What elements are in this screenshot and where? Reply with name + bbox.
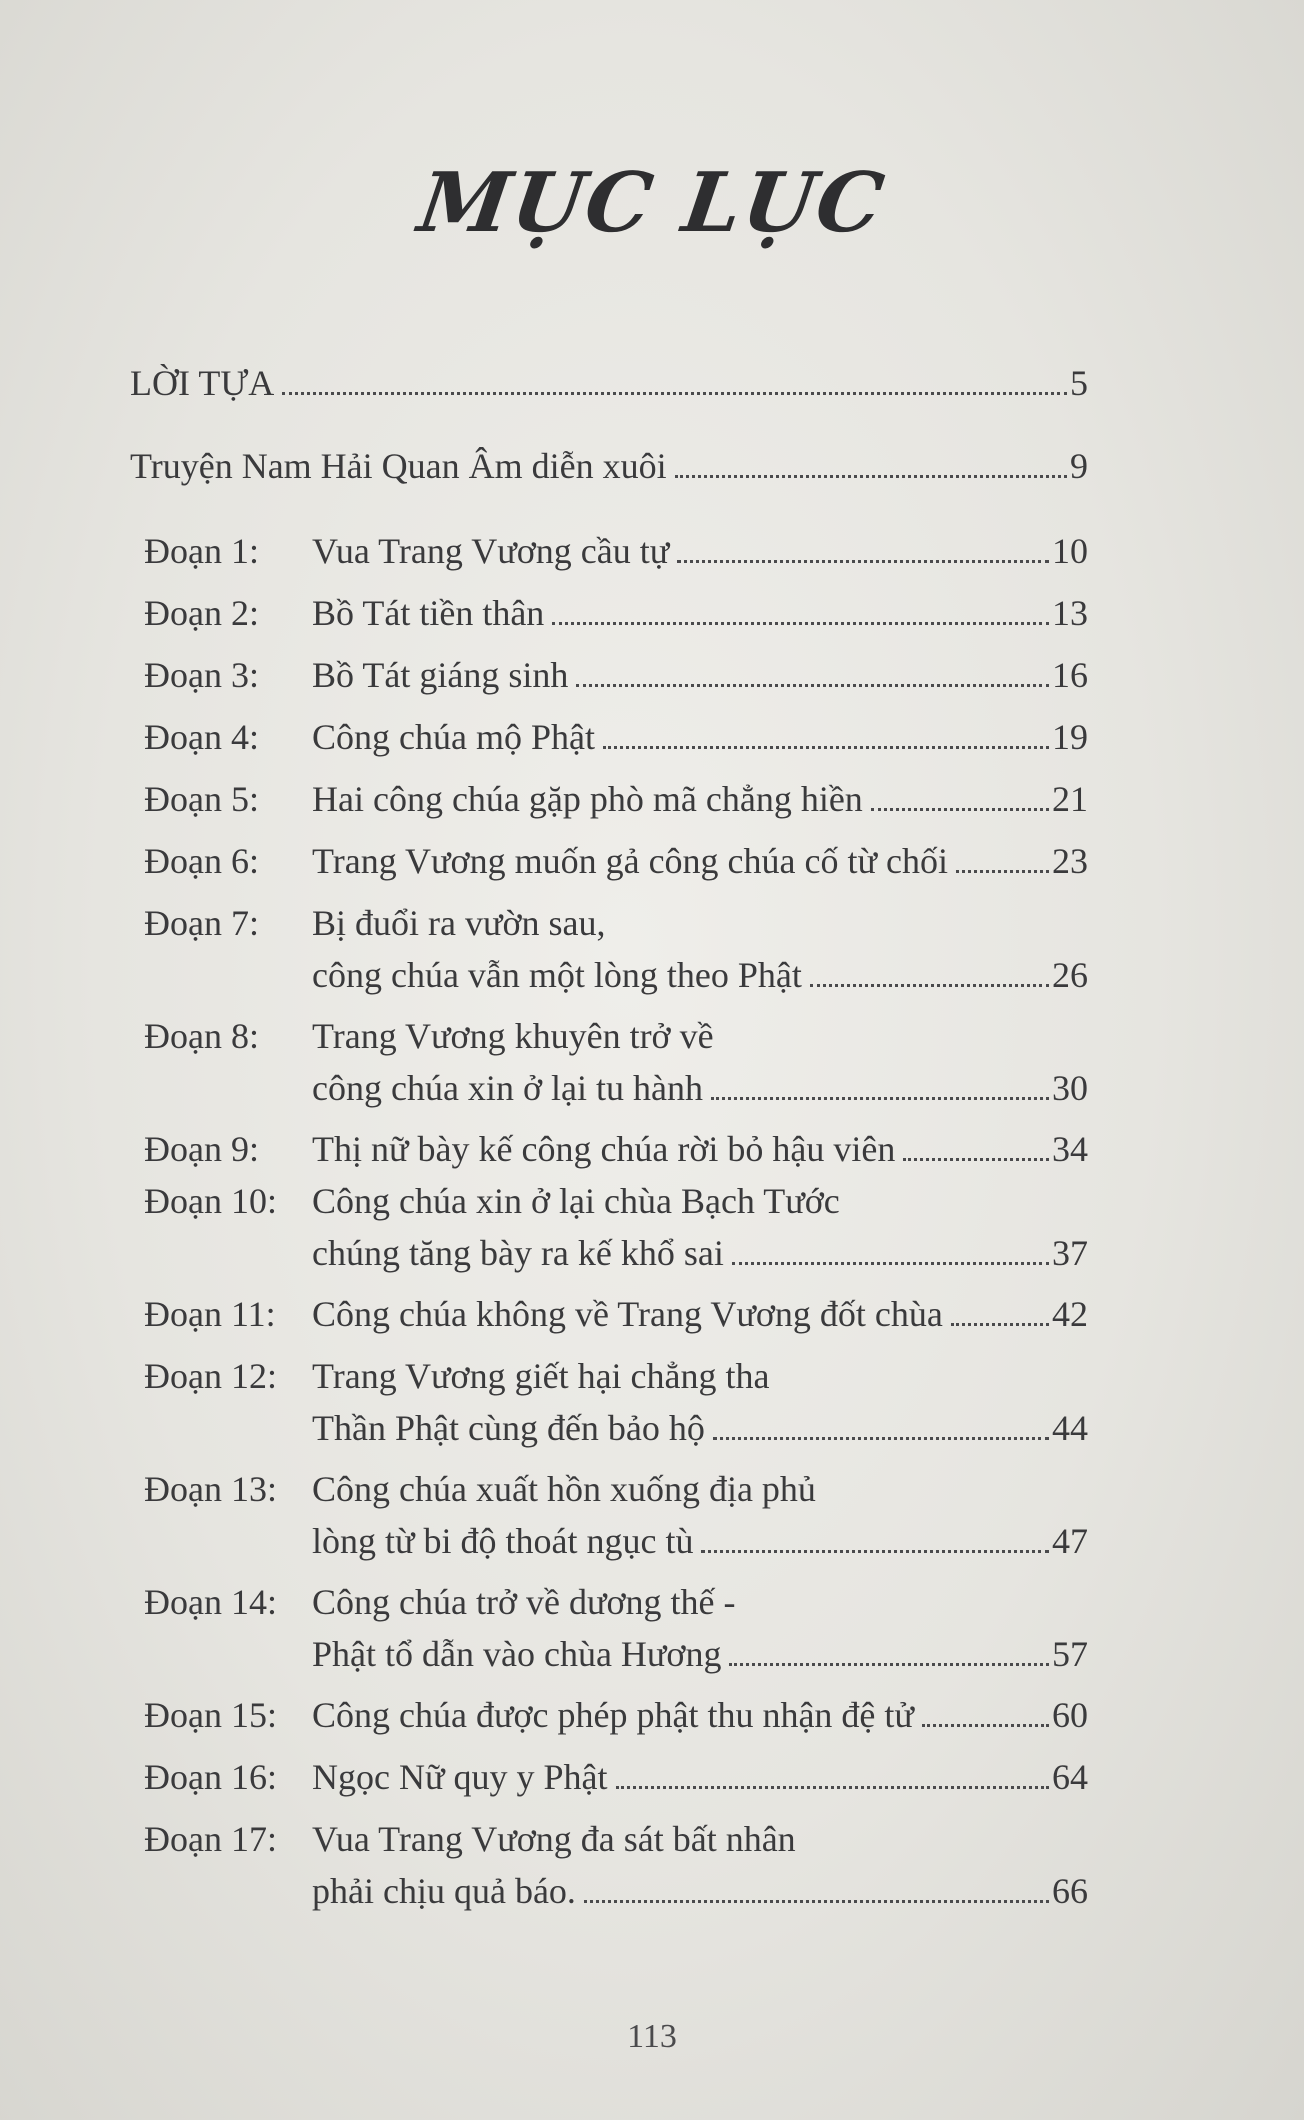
toc-line [312, 1407, 1088, 1449]
toc-line [312, 840, 1088, 882]
toc-page-number: 19 [1052, 717, 1088, 757]
toc-entry-text: lòng từ bi độ thoát ngục tù [312, 1521, 694, 1561]
dot-leader [871, 808, 1049, 811]
toc-line [312, 1355, 1088, 1397]
toc-entry-text: Công chúa xin ở lại chùa Bạch Tước [312, 1181, 840, 1221]
toc-page-number: 26 [1052, 955, 1088, 995]
toc-line [312, 1015, 1088, 1057]
toc-page-number: 30 [1052, 1068, 1088, 1108]
toc-entry-label: Đoạn 15: [144, 1695, 277, 1735]
toc-page-number: 9 [1070, 446, 1088, 486]
dot-leader [616, 1786, 1050, 1789]
toc-line [312, 1633, 1088, 1675]
toc-line [312, 592, 1088, 634]
toc-entry-text: Công chúa không về Trang Vương đốt chùa [312, 1294, 943, 1334]
toc-entry-label: Đoạn 1: [144, 531, 259, 571]
toc-page-number: 13 [1052, 593, 1088, 633]
toc-entry-text: Trang Vương khuyên trở về [312, 1016, 714, 1056]
toc-preface-text: LỜI TỰA [130, 363, 275, 403]
toc-entry-text: Công chúa được phép phật thu nhận đệ tử [312, 1695, 914, 1735]
toc-entry-text: Bị đuổi ra vườn sau, [312, 903, 606, 943]
dot-leader [584, 1900, 1049, 1903]
toc-line [312, 1180, 1088, 1222]
toc-entry-label: Đoạn 9: [144, 1129, 259, 1169]
toc-entry-label: Đoạn 7: [144, 903, 259, 943]
toc-page-number: 42 [1052, 1294, 1088, 1334]
dot-leader [951, 1323, 1049, 1326]
dot-leader [603, 746, 1049, 749]
toc-line [312, 654, 1088, 696]
toc-entry-text: Công chúa xuất hồn xuống địa phủ [312, 1469, 816, 1509]
toc-page-number: 5 [1070, 363, 1088, 403]
toc-entry-label: Đoạn 3: [144, 655, 259, 695]
toc-page-number: 44 [1052, 1408, 1088, 1448]
toc-page-number: 66 [1052, 1871, 1088, 1911]
dot-leader [729, 1663, 1049, 1666]
dot-leader [956, 870, 1049, 873]
toc-line [312, 1128, 1088, 1170]
toc-entry-text: công chúa vẫn một lòng theo Phật [312, 955, 802, 995]
toc-entry-label: Đoạn 10: [144, 1181, 277, 1221]
toc-entry-label: Đoạn 16: [144, 1757, 277, 1797]
dot-leader [701, 1550, 1049, 1553]
toc-entry-text: Ngọc Nữ quy y Phật [312, 1757, 608, 1797]
toc-line [312, 902, 1088, 944]
toc-line [312, 1232, 1088, 1274]
toc-line [312, 716, 1088, 758]
toc-page-number: 34 [1052, 1129, 1088, 1169]
toc-page-number: 23 [1052, 841, 1088, 881]
toc-entry-text: phải chịu quả báo. [312, 1871, 576, 1911]
page-number: 113 [627, 2018, 677, 2055]
toc-entry-text: Công chúa trở về dương thế - [312, 1582, 736, 1622]
toc-entry-text: Trang Vương muốn gả công chúa cố từ chối [312, 841, 948, 881]
toc-entry-text: Công chúa mộ Phật [312, 717, 595, 757]
toc-line [312, 1067, 1088, 1109]
toc-page-number: 64 [1052, 1757, 1088, 1797]
dot-leader [903, 1158, 1049, 1161]
toc-entry-label: Đoạn 17: [144, 1819, 277, 1859]
dot-leader [732, 1262, 1049, 1265]
toc-entry-text: Trang Vương giết hại chẳng tha [312, 1356, 770, 1396]
toc-page-number: 37 [1052, 1233, 1088, 1273]
toc-line [312, 1581, 1088, 1623]
toc-intro-text: Truyện Nam Hải Quan Âm diễn xuôi [130, 446, 667, 486]
dot-leader [552, 622, 1049, 625]
toc-page-number: 16 [1052, 655, 1088, 695]
toc-line [130, 445, 1088, 487]
toc-entry-label: Đoạn 8: [144, 1016, 259, 1056]
toc-entry-label: Đoạn 5: [144, 779, 259, 819]
toc-entry-text: Thị nữ bày kế công chúa rời bỏ hậu viên [312, 1129, 896, 1169]
toc-entry-label: Đoạn 6: [144, 841, 259, 881]
dot-leader [713, 1437, 1049, 1440]
toc-line [312, 1520, 1088, 1562]
toc-line [312, 778, 1088, 820]
toc-entry-text: Bồ Tát tiền thân [312, 593, 545, 633]
toc-line [130, 362, 1088, 404]
dot-leader [922, 1724, 1049, 1727]
toc-entry-text: Vua Trang Vương cầu tự [312, 531, 670, 571]
toc-entry-text: Hai công chúa gặp phò mã chẳng hiền [312, 779, 863, 819]
toc-entry-text: Thần Phật cùng đến bảo hộ [312, 1408, 705, 1448]
page-title: MỤC LỤC [412, 155, 892, 251]
toc-line [312, 530, 1088, 572]
toc-entry-label: Đoạn 4: [144, 717, 259, 757]
toc-entry-text: Phật tổ dẫn vào chùa Hương [312, 1634, 722, 1674]
toc-entry-text: công chúa xin ở lại tu hành [312, 1068, 703, 1108]
toc-line [312, 1870, 1088, 1912]
toc-entry-text: chúng tăng bày ra kế khổ sai [312, 1233, 724, 1273]
toc-page-number: 21 [1052, 779, 1088, 819]
dot-leader [576, 684, 1049, 687]
toc-line [312, 954, 1088, 996]
toc-entry-text: Bồ Tát giáng sinh [312, 655, 569, 695]
dot-leader [675, 475, 1067, 478]
toc-entry-label: Đoạn 13: [144, 1469, 277, 1509]
toc-page-number: 60 [1052, 1695, 1088, 1735]
toc-entry-text: Vua Trang Vương đa sát bất nhân [312, 1819, 796, 1859]
toc-entry-label: Đoạn 14: [144, 1582, 277, 1622]
toc-line [312, 1818, 1088, 1860]
toc-page-number: 47 [1052, 1521, 1088, 1561]
dot-leader [282, 392, 1067, 395]
toc-line [312, 1756, 1088, 1798]
toc-line [312, 1694, 1088, 1736]
toc-entry-label: Đoạn 11: [144, 1294, 276, 1334]
dot-leader [711, 1097, 1049, 1100]
toc-page-number: 57 [1052, 1634, 1088, 1674]
toc-page-number: 10 [1052, 531, 1088, 571]
dot-leader [677, 560, 1049, 563]
dot-leader [810, 984, 1049, 987]
toc-entry-label: Đoạn 12: [144, 1356, 277, 1396]
toc-entry-label: Đoạn 2: [144, 593, 259, 633]
toc-line [312, 1293, 1088, 1335]
toc-line [312, 1468, 1088, 1510]
